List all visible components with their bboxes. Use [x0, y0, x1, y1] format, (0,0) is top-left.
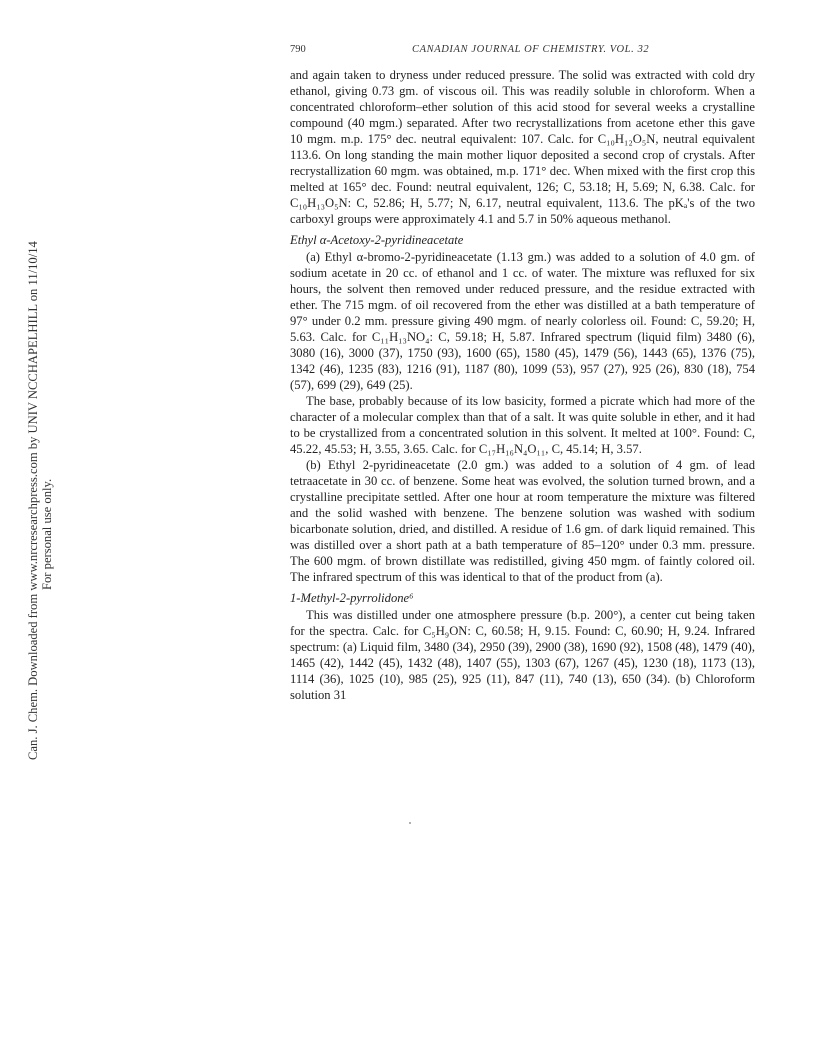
watermark-line-2: For personal use only.: [40, 478, 54, 590]
watermark-text: [26, 241, 54, 760]
scan-speck: [409, 822, 411, 824]
journal-title: CANADIAN JOURNAL OF CHEMISTRY. VOL. 32: [412, 44, 650, 55]
paragraph-method-b: (b) Ethyl 2-pyridineacetate (2.0 gm.) was added to a solution of 4 gm. of lead tetraacetate in 30 cc. of benzene. Some heat was evolved, the solution turned brown, and a crystalline precipitate settled. After one hour at room temperature the mixture was filtered and the solid washed with benzene. The benzene solution was washed with sodium bicarbonate solution, dried, and distilled. A residue of 1.6 gm. of dark liquid remained. This was distilled over a short path at a bath temperature of 85–120° under 0.3 mm. pressure. The 600 mgm. of brown distillate was redistilled, giving 450 mgm. of faintly colored oil. The infrared spectrum of this was identical to that of the product from (a).: [290, 458, 755, 584]
paragraph-method-a: (a) Ethyl α-bromo-2-pyridineacetate (1.13 gm.) was added to a solution of 4.0 gm. of sodium acetate in 20 cc. of ethanol and 1 cc. of water. The mixture was refluxed for six hours, the solvent then removed under reduced pressure, and the residue extracted with ether. The 715 mgm. of oil recovered from the ether was distilled at a bath temperature of 97° under 0.2 mm. pressure giving 490 mgm. of nearly colorless oil. Found: C, 59.20; H, 5.63. Calc. for C₁₁H₁₃NO₄: C, 59.18; H, 5.87. Infrared spectrum (liquid film) 3480 (6), 3080 (16), 3000 (37), 1750 (93), 1600 (65), 1580 (45), 1479 (56), 1443 (65), 1376 (75), 1342 (46), 1235 (83), 1216 (91), 1187 (80), 1099 (53), 957 (27), 925 (26), 830 (18), 754 (57), 699 (29), 649 (25).: [290, 250, 755, 392]
watermark-line-1: Can. J. Chem. Downloaded from www.nrcresearchpress.com by UNIV NCCHAPELHILL on 11/10/14: [26, 241, 40, 760]
paragraph-picrate: The base, probably because of its low basicity, formed a picrate which had more of the character of a molecular complex than that of a salt. It was quite soluble in ether, and it had to be crystallized from a concentrated solution in this solvent. It melted at 100°. Found: C, 45.22, 45.53; H, 3.55, 3.65. Calc. for C₁₇H₁₆N₄O₁₁, C, 45.14; H, 3.57.: [290, 394, 755, 456]
paragraph-methyl-pyrrolidone: This was distilled under one atmosphere pressure (b.p. 200°), a center cut being taken for the spectra. Calc. for C₅H₉ON: C, 60.58; H, 9.15. Found: C, 60.90; H, 9.24. Infrared spectrum: (a) Liquid film, 3480 (34), 2950 (39), 2900 (38), 1690 (92), 1508 (48), 1479 (40), 1465 (42), 1442 (45), 1432 (48), 1407 (55), 1303 (67), 1267 (45), 1230 (18), 1173 (13), 1114 (36), 1025 (10), 985 (25), 925 (11), 847 (11), 740 (13), 650 (34). (b) Chloroform solution 31: [290, 608, 755, 702]
paragraph-acid-crystallization: and again taken to dryness under reduced pressure. The solid was extracted with cold dry ethanol, giving 0.73 gm. of viscous oil. This was readily soluble in chloroform. When a concentrated chloroform–ether solution of this acid stood for several weeks a crystalline compound (40 mgm.) separated. After two recrystallizations from acetone ether this gave 10 mgm. m.p. 175° dec. neutral equivalent: 107. Calc. for C₁₀H₁₂O₅N, neutral equivalent 113.6. On long standing the main mother liquor deposited a second crop of crystals. After recrystallization 60 mgm. was obtained, m.p. 171° dec. When mixed with the first crop this melted at 165° dec. Found: neutral equivalent, 126; C, 53.18; H, 5.69; N, 6.38. Calc. for C₁₀H₁₃O₅N: C, 52.86; H, 5.77; N, 6.17, neutral equivalent, 113.6. The pKₐ's of the two carboxyl groups were approximately 4.1 and 5.7 in 50% aqueous methanol.: [290, 68, 755, 226]
section-heading-methyl-pyrrolidone: 1-Methyl-2-pyrrolidone⁶: [290, 591, 414, 605]
page-number: 790: [290, 44, 306, 55]
article-body: [290, 67, 755, 703]
running-header: [290, 44, 755, 60]
download-watermark: [4, 200, 54, 760]
section-heading-ethyl-acetoxy: Ethyl α-Acetoxy-2-pyridineacetate: [290, 233, 464, 247]
